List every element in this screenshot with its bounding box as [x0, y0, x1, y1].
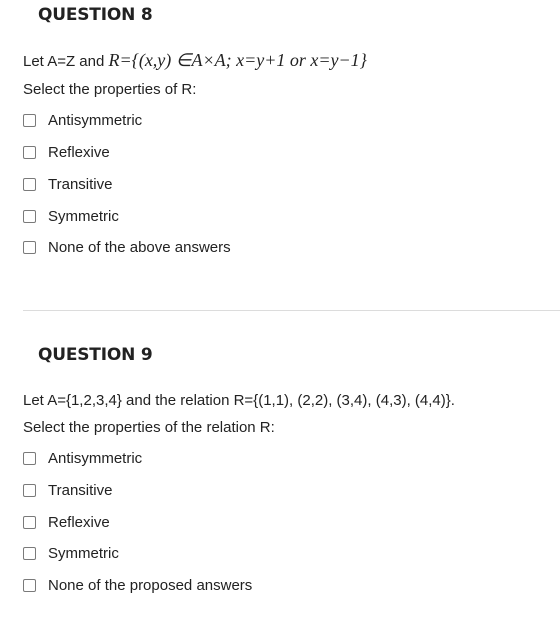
q8-option-antisymmetric[interactable] — [23, 110, 142, 130]
q8-option-symmetric[interactable] — [23, 206, 119, 226]
option-label: None of the above answers — [48, 238, 231, 256]
question-8-stem — [23, 50, 367, 71]
option-label: None of the proposed answers — [48, 576, 253, 594]
option-label: Transitive — [48, 175, 113, 193]
checkbox[interactable] — [23, 146, 36, 159]
checkbox[interactable] — [23, 210, 36, 223]
option-label: Reflexive — [48, 143, 110, 161]
checkbox[interactable] — [23, 579, 36, 592]
option-label: Antisymmetric — [48, 449, 143, 467]
q9-option-none[interactable] — [23, 575, 252, 595]
option-label: Symmetric — [48, 207, 119, 225]
checkbox[interactable] — [23, 547, 36, 560]
checkbox[interactable] — [23, 178, 36, 191]
question-8-title: QUESTION 8 — [38, 5, 153, 25]
question-8-relation-formula: R={(x,y) ∈A×A; x=y+1 or x=y−1} — [108, 50, 367, 70]
option-label: Antisymmetric — [48, 111, 143, 129]
checkbox[interactable] — [23, 114, 36, 127]
q9-option-transitive[interactable] — [23, 480, 112, 500]
q9-option-reflexive[interactable] — [23, 512, 110, 532]
question-9-title: QUESTION 9 — [38, 345, 153, 365]
checkbox[interactable] — [23, 241, 36, 254]
question-divider — [23, 310, 560, 311]
q9-option-antisymmetric[interactable] — [23, 448, 142, 468]
question-9-prompt: Select the properties of the relation R: — [23, 419, 275, 436]
question-9-stem: Let A={1,2,3,4} and the relation R={(1,1), (2,2), (3,4), (4,3), (4,4)}. — [23, 392, 455, 409]
option-label: Symmetric — [48, 544, 119, 562]
question-8-stem-text: Let A=Z and — [23, 53, 109, 70]
checkbox[interactable] — [23, 452, 36, 465]
option-label: Reflexive — [48, 513, 110, 531]
q9-option-symmetric[interactable] — [23, 543, 119, 563]
option-label: Transitive — [48, 481, 113, 499]
checkbox[interactable] — [23, 516, 36, 529]
checkbox[interactable] — [23, 484, 36, 497]
q8-option-none[interactable] — [23, 237, 231, 257]
question-8-prompt: Select the properties of R: — [23, 81, 197, 98]
q8-option-reflexive[interactable] — [23, 142, 110, 162]
q8-option-transitive[interactable] — [23, 174, 112, 194]
